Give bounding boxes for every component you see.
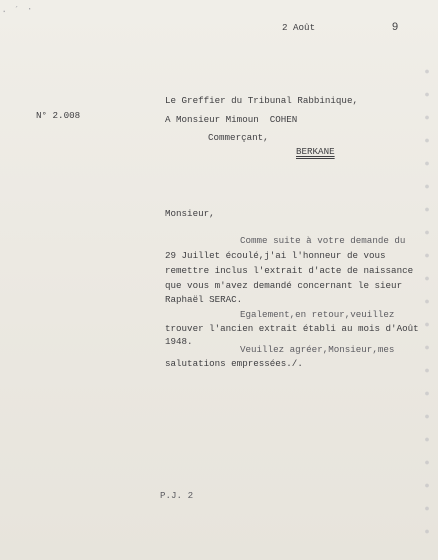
enclosure-note: P.J. 2 [160,490,194,501]
body-line: Veuillez agréer,Monsieur,mes [240,344,395,355]
body-line: que vous m'avez demandé concernant le sieur [165,280,403,291]
body-line: 1948. [165,336,193,347]
body-line: trouver l'ancien extrait établi au mois d'Août [165,323,419,334]
addressee-city: BERKANE [296,146,335,157]
body-line: Comme suite à votre demande du [240,235,406,246]
sender-line: Le Greffier du Tribunal Rabbinique, [165,95,358,106]
body-line: Raphaël SERAC. [165,294,243,305]
addressee-name: A Monsieur Mimoun COHEN [165,114,298,125]
addressee-occupation: Commerçant, [208,132,269,143]
page-number: 9 [392,21,399,33]
reference-number: N° 2.008 [36,110,81,121]
letter-date: 2 Août [282,22,316,33]
body-line: 29 Juillet écoulé,j'ai l'honneur de vous [165,250,386,261]
body-line: remettre inclus l'extrait d'acte de naissance [165,265,414,276]
perforation-holes [422,60,432,550]
body-line: Egalement,en retour,veuillez [240,309,395,320]
body-line: salutations empressées./. [165,358,303,369]
handwritten-mark: · ´ · [1,3,34,18]
salutation: Monsieur, [165,208,215,219]
